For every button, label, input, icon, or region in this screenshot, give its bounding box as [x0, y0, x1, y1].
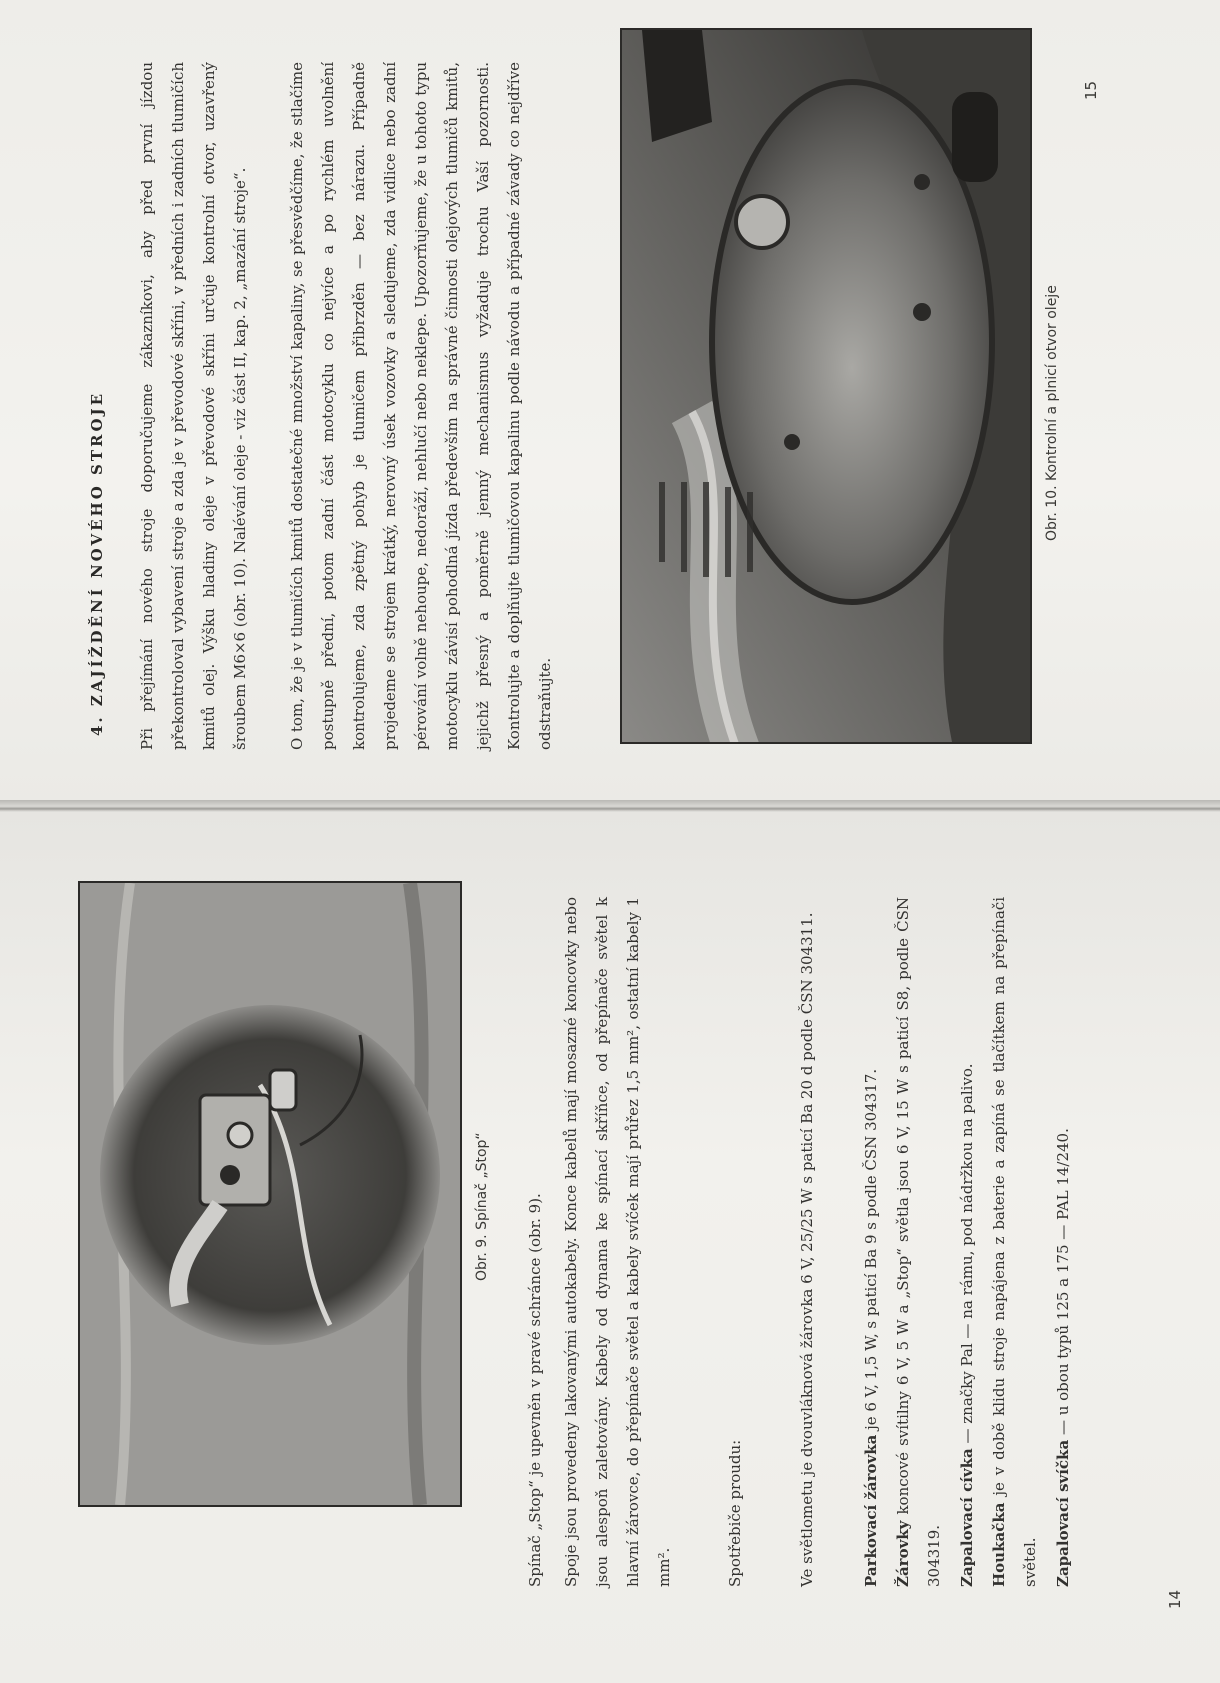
page-15 [0, 0, 1220, 806]
consumer-item-label: Zapalovací svíčka [1054, 1439, 1072, 1587]
section-label-consumers: Spotřebiče proudu: [726, 1439, 744, 1587]
engine-illustration [622, 30, 1030, 742]
paragraph-wiring: Spoje jsou provedeny lakovanými autokabely. Konce kabelů mají mosazné koncovky nebo jsou alespoň zaletovány. Kabely od dynama ke spínací skříňce, od přepínače světel k hlavní žárovce, do přepínače světel a kabely svíček mají průřez 1,5 mm², ostatní kabely 1 mm². [562, 897, 673, 1587]
consumer-item-headlight [792, 897, 823, 1587]
page-14 [0, 812, 1220, 1683]
paragraph-intro: Při přejímání nového stroje doporučujeme zákazníkovi, aby před první jízdou překontroloval vybavení stroje a zda je v převodové skříni, v předních i zadních tlumičích kmitů olej. Výšku hladiny oleje v převodové skříni určuje kontrolní otvor, uzavřený šroubem M6×6 (obr. 10). Nalévání oleje - viz část II, kap. 2, „mazání stroje“. [138, 62, 249, 750]
page-number-14: 14 [1166, 1589, 1184, 1609]
paragraph-stop-switch: Spínač „Stop“ je upevněn v pravé schránce (obr. 9). [526, 1193, 544, 1587]
consumer-item-text: Ve světlometu je dvouvláknová žárovka 6 V, 25/25 W s paticí Ba 20 d podle ČSN 304311. [798, 912, 816, 1587]
consumer-item-label: Houkačka [990, 1502, 1008, 1587]
consumer-item-text: je v době klidu stroje napájena z baterie a zapíná se tlačítkem na přepínači světel. [990, 897, 1039, 1587]
engine-photo [620, 28, 1032, 744]
figure-9-caption: Obr. 9. Spínač „Stop“ [474, 1132, 490, 1281]
heading-title: ZAJÍŽDĚNÍ NOVÉHO STROJE [88, 390, 106, 707]
consumer-item-text: — u obou typů 125 a 175 — PAL 14/240. [1054, 1128, 1072, 1440]
section-heading [88, 391, 106, 736]
page-14-content [0, 812, 1220, 1683]
consumer-item-label: Žárovky [894, 1520, 912, 1587]
consumer-item-parking-bulb [856, 897, 887, 1587]
consumer-item-label: Zapalovací cívka [958, 1448, 976, 1587]
stop-switch-photo [78, 881, 462, 1507]
paragraph-shock-absorbers: O tom, že je v tlumičích kmitů dostatečné množství kapaliny, se přesvědčíme, že stlačíme postupně přední, potom zadní část motocyklu co nejvíce a po rychlém uvolnění kontrolujeme, zda zpětný pohyb je tlumičem přibrzděn — bez nárazu. Případně projedeme se strojem krátký, nerovný úsek vozovky a sledujeme, zda vidlice nebo zadní pérování volně nehoupe, nedoráží, nehlučí nebo neklepe. Upozorňujeme, že u tohoto typu motocyklu závisí pohodlná jízda především na správné činnosti olejových tlumičů kmitů, jejichž přesný a poměrně jemný mechanismus vyžaduje trochu Vaší pozornosti. Kontrolujte a doplňujte tlumičovou kapalinu podle návodu a případné závady co nejdříve odstraňujte. [288, 62, 554, 750]
page-number-15: 15 [1082, 80, 1100, 100]
consumer-item-horn [984, 897, 1046, 1587]
consumer-item-ignition-coil [952, 897, 983, 1587]
consumer-item-spark-plug [1048, 897, 1079, 1587]
consumer-item-bulbs [888, 897, 950, 1587]
consumer-item-text: koncové svítilny 6 V, 5 W a „Stop“ světla jsou 6 V, 15 W s paticí S8, podle ČSN 304319. [894, 897, 943, 1587]
heading-number: 4. [88, 714, 106, 736]
consumer-item-label: Parkovací žárovka [862, 1434, 880, 1587]
stop-switch-illustration [80, 883, 460, 1505]
consumer-item-text: — značky Pal — na rámu, pod nádržkou na palivo. [958, 1063, 976, 1449]
figure-10-caption: Obr. 10. Kontrolní a plnicí otvor oleje [1044, 285, 1060, 541]
page-15-content [0, 0, 1220, 806]
consumer-item-text: je 6 V, 1,5 W, s paticí Ba 9 s podle ČSN 304317. [862, 1068, 880, 1435]
